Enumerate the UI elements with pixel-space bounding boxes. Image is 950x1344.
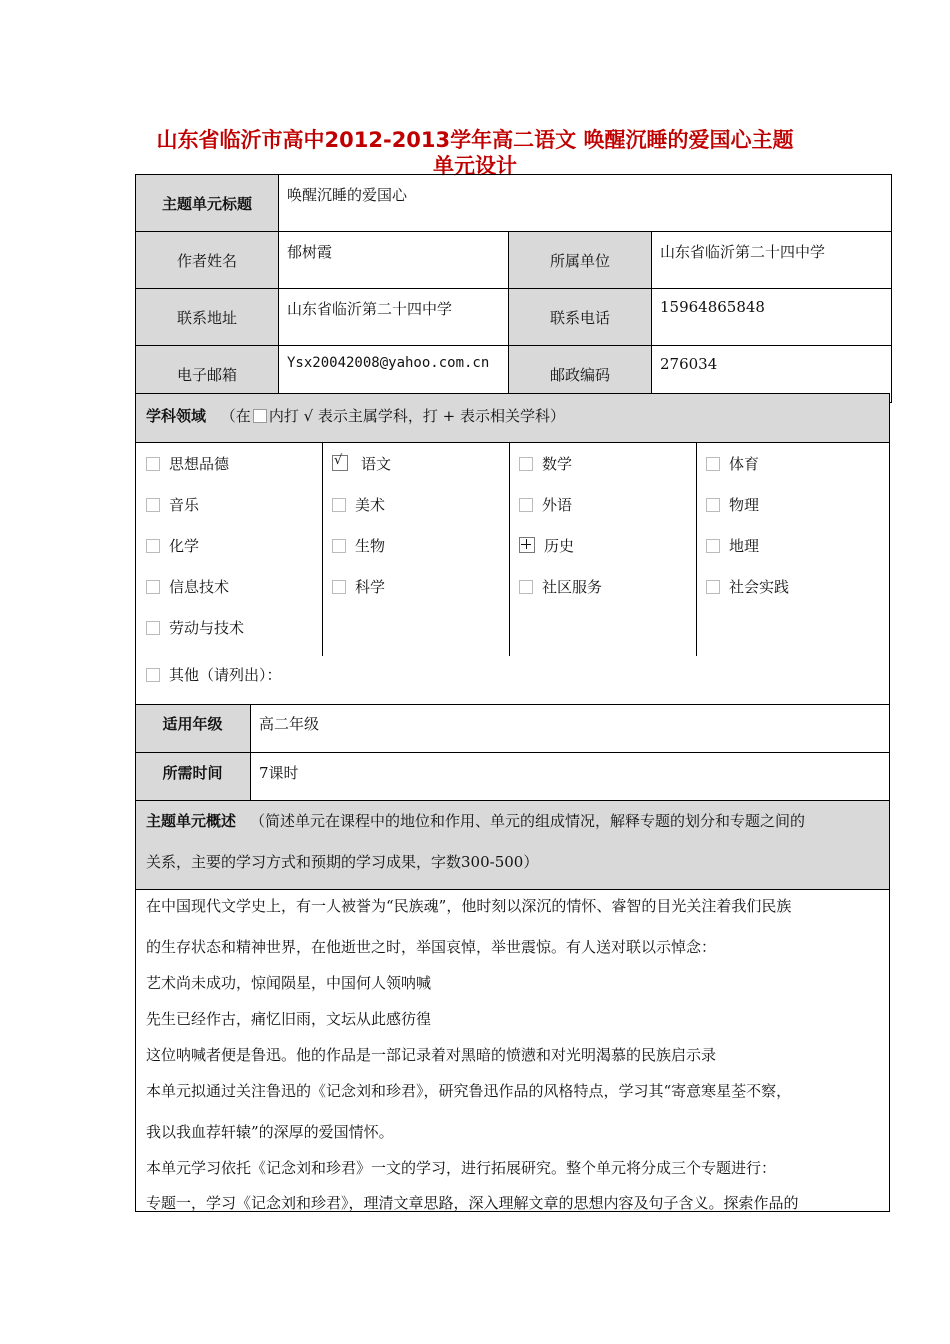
subject-checkbox-foreign-lang[interactable]: 外语 [519,494,572,515]
checkbox-icon[interactable] [706,539,720,553]
zip-label: 邮政编码 [509,346,652,403]
overview-note-line2: 关系，主要的学习方式和预期的学习成果，字数300-500） [146,853,539,871]
author-label: 作者姓名 [136,232,279,289]
time-label: 所需时间 [162,764,223,782]
subject-area-note-a: （在 [220,407,251,425]
subject-area-header [136,394,889,443]
phone-label: 联系电话 [509,289,652,346]
body-paragraph: 我以我血荐轩辕”的深厚的爱国情怀。 [146,1123,394,1141]
checkbox-icon[interactable] [332,580,346,594]
topic-value: 唤醒沉睡的爱国心 [279,175,892,232]
checkbox-icon[interactable] [146,621,160,635]
subject-checkbox-pe[interactable]: 体育 [706,453,759,474]
body-paragraph: 这位呐喊者便是鲁迅。他的作品是一部记录着对黑暗的愤懑和对光明渴慕的民族启示录 [146,1046,717,1064]
time-value: 7课时 [259,764,299,782]
subject-area-note-b: 内打 √ 表示主属学科，打 + 表示相关学科） [268,407,566,425]
subject-checkbox-it[interactable]: 信息技术 [146,576,229,597]
email-label: 电子邮箱 [136,346,279,403]
subject-checkbox-art[interactable]: 美术 [332,494,385,515]
column-divider [509,443,510,656]
checkbox-icon[interactable] [146,498,160,512]
subject-checkbox-biology[interactable]: 生物 [332,535,385,556]
subject-checkbox-chemistry[interactable]: 化学 [146,535,199,556]
unit-label: 所属单位 [509,232,652,289]
overview-label: 主题单元概述 [146,812,237,830]
body-paragraph: 在中国现代文学史上，有一人被誉为“民族魂”，他时刻以深沉的情怀、睿智的目光关注着我们民族 [146,897,792,915]
checkbox-icon[interactable] [146,457,160,471]
subject-checkbox-labor[interactable]: 劳动与技术 [146,617,244,638]
document-title-line2: 单元设计 [433,154,517,178]
checkbox-icon[interactable] [706,498,720,512]
design-table [135,393,890,1212]
checkbox-icon[interactable] [519,457,533,471]
subject-checkbox-geography[interactable]: 地理 [706,535,759,556]
column-divider [696,443,697,656]
checkmark-icon[interactable] [332,455,348,471]
phone-value: 15964865848 [652,289,892,346]
address-value: 山东省临沂第二十四中学 [279,289,509,346]
checkbox-icon[interactable] [519,498,533,512]
column-divider [322,443,323,656]
plus-icon[interactable] [519,537,535,553]
checkbox-icon[interactable] [706,457,720,471]
body-paragraph: 本单元拟通过关注鲁迅的《记念刘和珍君》，研究鲁迅作品的风格特点，学习其“寄意寒星荃不察， [146,1082,792,1100]
address-label: 联系地址 [136,289,279,346]
subject-checkbox-physics[interactable]: 物理 [706,494,759,515]
subject-checkbox-history[interactable]: 历史 [519,535,574,556]
subject-checkbox-moral[interactable]: 思想品德 [146,453,229,474]
body-paragraph: 的生存状态和精神世界，在他逝世之时，举国哀悼，举世震惊。有人送对联以示悼念： [146,938,717,956]
checkbox-icon[interactable] [706,580,720,594]
subject-checkbox-music[interactable]: 音乐 [146,494,199,515]
subject-checkbox-math[interactable]: 数学 [519,453,572,474]
subject-area-label: 学科领域 [146,407,207,425]
checkbox-icon[interactable] [146,668,160,682]
subject-checkbox-community[interactable]: 社区服务 [519,576,602,597]
checkbox-icon[interactable] [146,539,160,553]
subject-checkbox-chinese[interactable]: √语文 [332,453,391,474]
body-paragraph: 艺术尚未成功，惊闻陨星，中国何人领呐喊 [146,974,432,992]
grade-value: 高二年级 [259,715,320,733]
zip-value: 276034 [652,346,892,403]
subject-checkbox-other[interactable]: 其他（请列出）： [146,664,282,685]
row-divider [136,889,889,890]
body-paragraph: 先生已经作古，痛忆旧雨，文坛从此感彷徨 [146,1010,432,1028]
checkbox-icon[interactable] [146,580,160,594]
author-value: 郁树霞 [279,232,509,289]
unit-value: 山东省临沂第二十四中学 [652,232,892,289]
body-paragraph: 专题一，学习《记念刘和珍君》，理清文章思路，深入理解文章的思想内容及句子含义。探索作品的 [146,1194,799,1212]
topic-label: 主题单元标题 [136,175,279,232]
grade-label: 适用年级 [162,715,223,733]
subject-checkbox-science[interactable]: 科学 [332,576,385,597]
body-paragraph: 本单元学习依托《记念刘和珍君》一文的学习，进行拓展研究。整个单元将分成三个专题进行： [146,1159,777,1177]
checkbox-icon [253,409,267,423]
overview-note-line1: （简述单元在课程中的地位和作用、单元的组成情况，解释专题的划分和专题之间的 [250,812,806,830]
checkbox-icon[interactable] [332,539,346,553]
email-value: Ysx20042008@yahoo.com.cn [279,346,509,403]
checkbox-icon[interactable] [519,580,533,594]
subject-checkbox-social-practice[interactable]: 社会实践 [706,576,789,597]
overview-section [136,801,889,889]
info-table [135,174,892,403]
checkbox-icon[interactable] [332,498,346,512]
document-title-line1: 山东省临沂市高中2012-2013学年高二语文 唤醒沉睡的爱国心主题 [156,128,794,152]
